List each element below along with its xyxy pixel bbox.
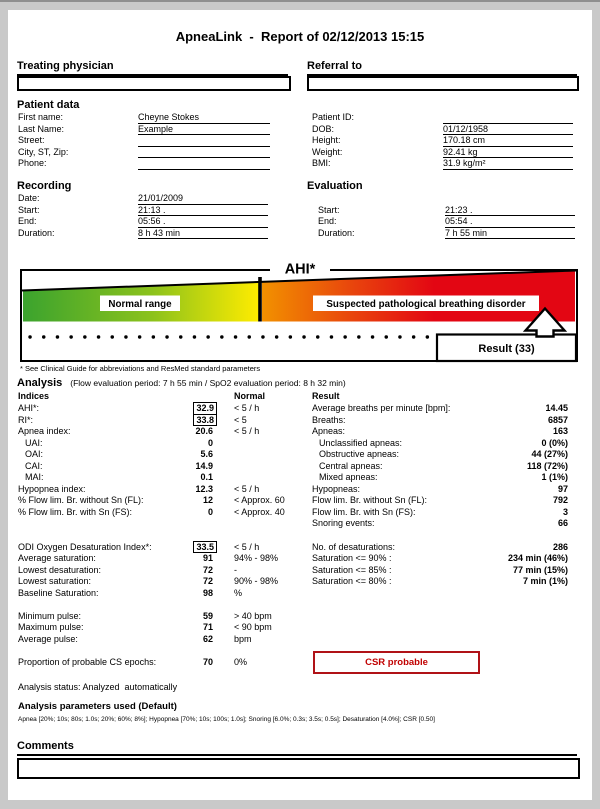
index-normal-range: < Approx. 60 xyxy=(234,495,285,506)
indices-row xyxy=(18,599,310,611)
recording-heading: Recording xyxy=(17,180,72,192)
index-normal-range: < 5 / h xyxy=(234,483,260,494)
evaluation-field-row xyxy=(318,228,575,240)
field-value[interactable]: Cheyne Stokes xyxy=(138,112,270,124)
evaluation-field-row xyxy=(318,205,575,217)
index-value: 70 xyxy=(202,657,213,668)
window-top-edge xyxy=(0,0,600,2)
result-label: Mixed apneas: xyxy=(319,472,378,483)
result-value: 6857 xyxy=(547,414,568,425)
index-label: AHI*: xyxy=(18,403,40,413)
index-normal-range: < 5 xyxy=(234,414,247,425)
index-normal-range: 94% - 98% xyxy=(234,553,279,564)
field-label: Height: xyxy=(312,135,341,146)
index-normal-range: % xyxy=(234,587,243,598)
field-value: 21:13 . xyxy=(138,205,268,217)
patient-data-left-column xyxy=(18,112,270,170)
indices-row xyxy=(18,634,310,646)
field-value[interactable] xyxy=(138,147,270,159)
indices-row xyxy=(18,565,310,577)
index-normal-range: < Approx. 40 xyxy=(234,506,285,517)
csr-probable-badge: CSR probable xyxy=(313,651,480,674)
indices-row xyxy=(18,415,310,427)
indices-row xyxy=(18,426,310,438)
result-row xyxy=(312,576,568,588)
treating-physician-field[interactable] xyxy=(17,76,291,91)
index-label: Apnea index: xyxy=(18,426,71,437)
result-value: 1 (1%) xyxy=(541,472,568,483)
index-label: Average pulse: xyxy=(18,633,78,644)
index-normal-range: > 40 bpm xyxy=(234,610,272,621)
result-label: Flow lim. Br. without Sn (FL): xyxy=(312,495,428,506)
index-normal-range: - xyxy=(234,564,237,575)
index-value: 33.8 xyxy=(193,414,217,427)
indices-row xyxy=(18,576,310,588)
index-value: 59 xyxy=(202,610,213,621)
index-normal-range: 90% - 98% xyxy=(234,576,279,587)
index-label: OAI: xyxy=(25,449,44,460)
result-row xyxy=(312,484,568,496)
recording-field-row xyxy=(18,228,268,240)
field-value: 21/01/2009 xyxy=(138,193,268,205)
index-value: 14.9 xyxy=(195,460,213,471)
result-value: 66 xyxy=(557,518,568,529)
indices-row xyxy=(18,611,310,623)
indices-row xyxy=(18,438,310,450)
result-row xyxy=(312,415,568,427)
index-normal-range: bpm xyxy=(234,633,252,644)
recording-field-row xyxy=(18,216,268,228)
result-label: Unclassified apneas: xyxy=(319,437,403,448)
index-value: 91 xyxy=(202,553,213,564)
index-label: Average saturation: xyxy=(18,553,96,564)
indices-row xyxy=(18,472,310,484)
index-value: 32.9 xyxy=(193,402,217,415)
comments-field[interactable] xyxy=(17,758,580,779)
recording-column xyxy=(18,193,268,239)
patient-field-row xyxy=(312,158,573,170)
result-column-header: Result xyxy=(312,391,340,401)
result-row xyxy=(312,403,568,415)
result-row xyxy=(312,472,568,484)
recording-field-row xyxy=(18,205,268,217)
analysis-status-line: Analysis status: Analyzed automatically xyxy=(18,682,178,692)
result-value: 118 (72%) xyxy=(526,460,568,471)
patient-field-row xyxy=(18,158,270,170)
result-row xyxy=(312,507,568,519)
index-normal-range: < 90 bpm xyxy=(234,622,272,633)
result-label: Snoring events: xyxy=(312,518,375,529)
indices-row xyxy=(18,657,310,669)
field-label: Date: xyxy=(18,193,40,203)
field-value: 21:23 . xyxy=(445,205,575,217)
field-value[interactable] xyxy=(443,112,573,124)
field-value[interactable]: 170.18 cm xyxy=(443,135,573,147)
patient-field-row xyxy=(312,112,573,124)
pathological-label: Suspected pathological breathing disorder xyxy=(326,299,526,310)
result-value: 234 min (46%) xyxy=(507,553,568,564)
result-value: 792 xyxy=(552,495,568,506)
field-label: BMI: xyxy=(312,158,331,169)
index-label: Hypopnea index: xyxy=(18,483,86,494)
analysis-indices-column xyxy=(18,403,310,669)
field-value: 8 h 43 min xyxy=(138,228,268,240)
index-label: % Flow lim. Br. with Sn (FS): xyxy=(18,506,133,517)
patient-field-row xyxy=(18,124,270,136)
report-title: ApneaLink - Report of 02/12/2013 15:15 xyxy=(175,29,425,44)
index-label: UAI: xyxy=(25,437,43,448)
field-value: 7 h 55 min xyxy=(445,228,575,240)
patient-field-row xyxy=(312,135,573,147)
field-label: Patient ID: xyxy=(312,112,355,122)
index-value: 33.5 xyxy=(193,541,217,554)
chart-footnote: * See Clinical Guide for abbreviations and ResMed standard parameters xyxy=(20,364,261,373)
result-value: 14.45 xyxy=(545,403,568,413)
field-label: Duration: xyxy=(318,227,355,238)
result-row xyxy=(312,565,568,577)
indices-row xyxy=(18,461,310,473)
ahi-scale-chart xyxy=(12,250,588,372)
result-value: 7 min (1%) xyxy=(522,576,568,587)
referral-to-field[interactable] xyxy=(307,76,579,91)
indices-row xyxy=(18,518,310,530)
field-value: 05:56 . xyxy=(138,216,268,228)
field-label: End: xyxy=(18,216,37,227)
result-label: Hypopneas: xyxy=(312,483,361,494)
analysis-parameters-heading: Analysis parameters used (Default) xyxy=(18,701,177,712)
indices-row xyxy=(18,530,310,542)
field-label: Duration: xyxy=(18,227,55,238)
index-value: 20.6 xyxy=(195,426,213,437)
analysis-result-column xyxy=(312,403,568,588)
result-value: 286 xyxy=(552,541,568,552)
result-row xyxy=(312,495,568,507)
field-value[interactable] xyxy=(138,135,270,147)
analysis-parameters-line: Apnea [20%; 10s; 80s; 1.0s; 20%; 60%; 8%]; Hypopnea [70%; 10s; 100s; 1.0s]; Snoring [6.0%; 0.3s; 3.5s; 0.5s]; Desaturation [4.0%]; CSR [0.50] xyxy=(18,716,435,723)
result-label: Saturation <= 85% : xyxy=(312,564,392,575)
analysis-heading-row xyxy=(17,377,346,389)
patient-field-row xyxy=(312,147,573,159)
patient-field-row xyxy=(18,135,270,147)
index-label: Lowest desaturation: xyxy=(18,564,102,575)
index-value: 0.1 xyxy=(200,472,213,483)
indices-row xyxy=(18,449,310,461)
field-label: Phone: xyxy=(18,158,47,169)
index-value: 72 xyxy=(202,564,213,575)
analysis-subheading: (Flow evaluation period: 7 h 55 min / SpO2 evaluation period: 8 h 32 min) xyxy=(70,378,346,388)
result-value: 77 min (15%) xyxy=(512,564,568,575)
index-value: 12.3 xyxy=(195,483,213,494)
field-label: Weight: xyxy=(312,146,343,157)
index-value: 12 xyxy=(202,495,213,506)
index-normal-range: < 5 / h xyxy=(234,541,260,552)
field-value[interactable]: 01/12/1958 xyxy=(443,124,573,136)
indices-row xyxy=(18,403,310,415)
indices-row xyxy=(18,645,310,657)
field-label: DOB: xyxy=(312,123,335,134)
index-label: Lowest saturation: xyxy=(18,576,92,587)
analysis-heading: Analysis xyxy=(17,377,63,389)
index-normal-range: < 5 / h xyxy=(234,403,260,413)
index-normal-range: < 5 / h xyxy=(234,426,260,437)
index-label: Minimum pulse: xyxy=(18,610,82,621)
normal-column-header: Normal xyxy=(234,391,266,401)
indices-column-header: Indices xyxy=(18,391,50,401)
field-label: Start: xyxy=(318,204,340,215)
indices-row xyxy=(18,507,310,519)
treating-physician-heading: Treating physician xyxy=(17,60,288,76)
result-label: Apneas: xyxy=(312,426,346,437)
indices-row xyxy=(18,553,310,565)
field-label: Last Name: xyxy=(18,123,65,134)
range-divider xyxy=(258,277,262,322)
index-label: MAI: xyxy=(25,472,44,483)
field-label: Start: xyxy=(18,204,40,215)
field-label: End: xyxy=(318,216,337,227)
result-row xyxy=(312,461,568,473)
result-value: 0 (0%) xyxy=(541,437,568,448)
index-label: RI*: xyxy=(18,414,34,425)
referral-to-heading: Referral to xyxy=(307,60,577,76)
result-value: 44 (27%) xyxy=(531,449,568,460)
index-label: ODI Oxygen Desaturation Index*: xyxy=(18,541,152,552)
index-value: 72 xyxy=(202,576,213,587)
evaluation-column xyxy=(318,205,575,240)
index-value: 5.6 xyxy=(200,449,213,460)
evaluation-field-row xyxy=(318,216,575,228)
comments-heading: Comments xyxy=(17,740,577,756)
result-label: Flow lim. Br. with Sn (FS): xyxy=(312,506,416,517)
index-value: 98 xyxy=(202,587,213,598)
result-label: Average breaths per minute [bpm]: xyxy=(312,403,451,413)
result-value: 3 xyxy=(562,506,568,517)
result-label: Result (33) xyxy=(478,343,535,355)
index-value: 71 xyxy=(202,622,213,633)
field-value[interactable]: 31.9 kg/m² xyxy=(443,158,573,170)
field-label: City, ST, Zip: xyxy=(18,146,69,157)
index-label: Maximum pulse: xyxy=(18,622,84,633)
index-label: Baseline Saturation: xyxy=(18,587,99,598)
index-value: 62 xyxy=(202,633,213,644)
indices-row xyxy=(18,484,310,496)
index-value: 0 xyxy=(207,506,213,517)
result-value: 163 xyxy=(552,426,568,437)
result-label: Saturation <= 90% : xyxy=(312,553,392,564)
chart-title: AHI* xyxy=(284,261,316,278)
result-row xyxy=(312,553,568,565)
field-value[interactable] xyxy=(138,158,270,170)
indices-row xyxy=(18,495,310,507)
result-label: Saturation <= 80% : xyxy=(312,576,392,587)
field-value[interactable]: Example xyxy=(138,124,270,136)
indices-row xyxy=(18,542,310,554)
index-label: % Flow lim. Br. without Sn (FL): xyxy=(18,495,144,506)
patient-field-row xyxy=(18,112,270,124)
result-row xyxy=(312,518,568,530)
index-value: 0 xyxy=(207,437,213,448)
result-label: Central apneas: xyxy=(319,460,383,471)
evaluation-heading: Evaluation xyxy=(307,180,363,192)
result-row xyxy=(312,426,568,438)
result-label: Obstructive apneas: xyxy=(319,449,400,460)
result-row xyxy=(312,438,568,450)
patient-data-right-column xyxy=(312,112,573,170)
index-label: CAI: xyxy=(25,460,43,471)
recording-field-row xyxy=(18,193,268,205)
patient-field-row xyxy=(18,147,270,159)
result-label: Breaths: xyxy=(312,414,346,425)
field-label: Street: xyxy=(18,135,45,146)
normal-range-label: Normal range xyxy=(108,299,172,310)
field-value[interactable]: 92.41 kg xyxy=(443,147,573,159)
result-label: No. of desaturations: xyxy=(312,541,396,552)
result-row xyxy=(312,449,568,461)
patient-field-row xyxy=(312,124,573,136)
indices-row xyxy=(18,622,310,634)
index-label: Proportion of probable CS epochs: xyxy=(18,657,157,668)
patient-data-heading: Patient data xyxy=(17,99,80,111)
result-row xyxy=(312,530,568,542)
field-value: 05:54 . xyxy=(445,216,575,228)
indices-row xyxy=(18,588,310,600)
index-normal-range: 0% xyxy=(234,657,248,668)
field-label: First name: xyxy=(18,112,64,122)
result-row xyxy=(312,542,568,554)
result-value: 97 xyxy=(557,483,568,494)
